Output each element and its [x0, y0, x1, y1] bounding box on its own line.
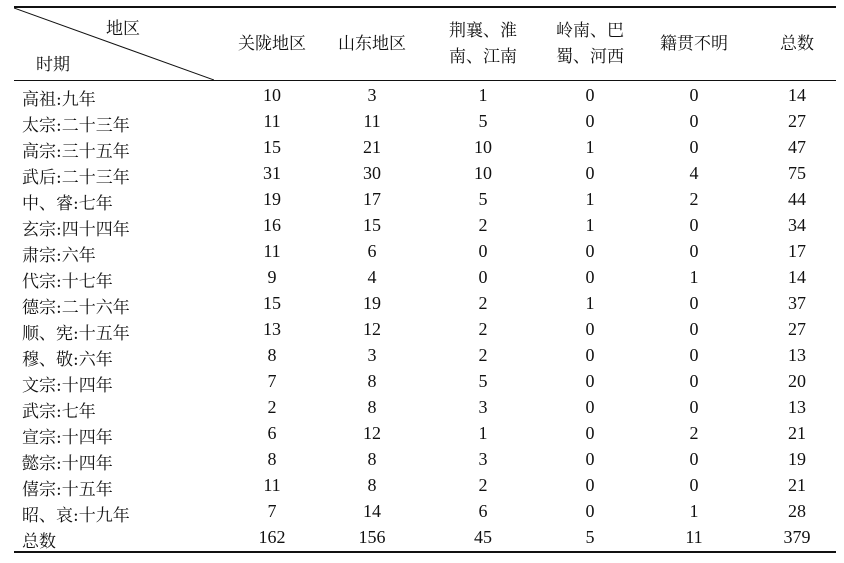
- value-cell: 31: [263, 163, 281, 183]
- value-cell: 11: [363, 111, 381, 131]
- table-row: [14, 135, 836, 161]
- table-row: [14, 473, 836, 499]
- value-cell: 379: [783, 527, 811, 547]
- value-cell: 1: [478, 423, 488, 443]
- column-header-3: [535, 8, 645, 80]
- value-cell: 45: [474, 527, 492, 547]
- value-cell: 5: [478, 371, 488, 391]
- value-cell: 30: [363, 163, 381, 183]
- value-cell: 0: [585, 85, 595, 105]
- value-cell: 1: [585, 293, 595, 313]
- column-header-line: 岭南、巴: [556, 21, 624, 41]
- value-cell: 3: [367, 345, 377, 365]
- period-cell: 武宗:七年: [22, 402, 96, 422]
- column-header-line: 山东地区: [338, 34, 406, 54]
- table-row: [14, 265, 836, 291]
- column-header-line: 南、江南: [449, 47, 517, 67]
- table-row: [14, 447, 836, 473]
- value-cell: 8: [367, 449, 377, 469]
- period-cell: 顺、宪:十五年: [22, 324, 130, 344]
- value-cell: 1: [689, 267, 699, 287]
- header-corner-cell: [14, 8, 214, 80]
- value-cell: 0: [585, 241, 595, 261]
- period-cell: 文宗:十四年: [22, 376, 113, 396]
- value-cell: 8: [267, 449, 277, 469]
- value-cell: 3: [367, 85, 377, 105]
- value-cell: 0: [689, 85, 699, 105]
- value-cell: 2: [478, 345, 488, 365]
- column-header-0: [217, 8, 327, 80]
- value-cell: 11: [263, 241, 281, 261]
- period-cell: 玄宗:四十四年: [22, 220, 130, 240]
- column-header-line: 蜀、河西: [556, 47, 624, 67]
- table-row: [14, 239, 836, 265]
- value-cell: 0: [585, 163, 595, 183]
- value-cell: 0: [689, 319, 699, 339]
- value-cell: 11: [263, 111, 281, 131]
- value-cell: 13: [788, 345, 806, 365]
- value-cell: 0: [689, 293, 699, 313]
- value-cell: 19: [788, 449, 806, 469]
- value-cell: 47: [788, 137, 806, 157]
- value-cell: 20: [788, 371, 806, 391]
- value-cell: 21: [363, 137, 381, 157]
- value-cell: 5: [478, 111, 488, 131]
- table-row: [14, 187, 836, 213]
- period-cell: 穆、敬:六年: [22, 350, 113, 370]
- value-cell: 0: [585, 397, 595, 417]
- value-cell: 0: [585, 423, 595, 443]
- value-cell: 1: [585, 215, 595, 235]
- column-header-1: [317, 8, 427, 80]
- period-cell: 高宗:三十五年: [22, 142, 130, 162]
- period-cell: 德宗:二十六年: [22, 298, 130, 318]
- table-row: [14, 83, 836, 109]
- value-cell: 2: [267, 397, 277, 417]
- value-cell: 13: [263, 319, 281, 339]
- value-cell: 0: [585, 371, 595, 391]
- value-cell: 21: [788, 423, 806, 443]
- value-cell: 12: [363, 319, 381, 339]
- value-cell: 10: [474, 163, 492, 183]
- value-cell: 17: [788, 241, 806, 261]
- value-cell: 6: [267, 423, 277, 443]
- value-cell: 0: [478, 241, 488, 261]
- value-cell: 0: [689, 371, 699, 391]
- value-cell: 12: [363, 423, 381, 443]
- value-cell: 0: [689, 241, 699, 261]
- column-header-line: 荆襄、淮: [449, 21, 517, 41]
- value-cell: 15: [263, 293, 281, 313]
- total-row: [14, 525, 836, 551]
- value-cell: 162: [258, 527, 286, 547]
- period-cell: 宣宗:十四年: [22, 428, 113, 448]
- value-cell: 10: [263, 85, 281, 105]
- value-cell: 2: [478, 319, 488, 339]
- table-row: [14, 395, 836, 421]
- value-cell: 5: [478, 189, 488, 209]
- value-cell: 10: [474, 137, 492, 157]
- value-cell: 0: [585, 267, 595, 287]
- column-header-line: 总数: [780, 34, 814, 54]
- value-cell: 3: [478, 449, 488, 469]
- period-cell: 肃宗:六年: [22, 246, 96, 266]
- value-cell: 0: [585, 319, 595, 339]
- value-cell: 13: [788, 397, 806, 417]
- value-cell: 0: [478, 267, 488, 287]
- table-row: [14, 421, 836, 447]
- table-row: [14, 369, 836, 395]
- column-header-4: [639, 8, 749, 80]
- value-cell: 8: [367, 371, 377, 391]
- region-axis-label: 地区: [106, 19, 140, 39]
- value-cell: 7: [267, 371, 277, 391]
- table-row: [14, 499, 836, 525]
- value-cell: 0: [689, 475, 699, 495]
- value-cell: 1: [585, 189, 595, 209]
- value-cell: 27: [788, 111, 806, 131]
- value-cell: 2: [478, 475, 488, 495]
- value-cell: 0: [689, 137, 699, 157]
- value-cell: 6: [367, 241, 377, 261]
- value-cell: 8: [267, 345, 277, 365]
- value-cell: 0: [689, 449, 699, 469]
- value-cell: 0: [585, 345, 595, 365]
- value-cell: 27: [788, 319, 806, 339]
- period-cell: 代宗:十七年: [22, 272, 113, 292]
- value-cell: 37: [788, 293, 806, 313]
- table-body: [14, 83, 836, 551]
- value-cell: 17: [363, 189, 381, 209]
- value-cell: 1: [689, 501, 699, 521]
- value-cell: 19: [263, 189, 281, 209]
- value-cell: 15: [263, 137, 281, 157]
- column-header-2: [428, 8, 538, 80]
- period-cell: 总数: [22, 532, 56, 552]
- value-cell: 34: [788, 215, 806, 235]
- value-cell: 6: [478, 501, 488, 521]
- period-cell: 高祖:九年: [22, 90, 96, 110]
- header-rule: [14, 80, 836, 81]
- value-cell: 0: [689, 397, 699, 417]
- value-cell: 4: [689, 163, 699, 183]
- value-cell: 44: [788, 189, 806, 209]
- value-cell: 156: [358, 527, 386, 547]
- value-cell: 14: [788, 267, 806, 287]
- column-header-5: [742, 8, 844, 80]
- value-cell: 1: [585, 137, 595, 157]
- period-cell: 昭、哀:十九年: [22, 506, 130, 526]
- table-row: [14, 213, 836, 239]
- table-row: [14, 291, 836, 317]
- table-row: [14, 317, 836, 343]
- table-row: [14, 161, 836, 187]
- value-cell: 75: [788, 163, 806, 183]
- value-cell: 3: [478, 397, 488, 417]
- value-cell: 5: [585, 527, 595, 547]
- value-cell: 11: [263, 475, 281, 495]
- period-cell: 中、睿:七年: [22, 194, 113, 214]
- value-cell: 4: [367, 267, 377, 287]
- value-cell: 15: [363, 215, 381, 235]
- period-cell: 太宗:二十三年: [22, 116, 130, 136]
- value-cell: 14: [363, 501, 381, 521]
- table-row: [14, 109, 836, 135]
- value-cell: 9: [267, 267, 277, 287]
- period-axis-label: 时期: [36, 55, 70, 75]
- table-header: [14, 8, 836, 80]
- value-cell: 0: [585, 111, 595, 131]
- column-header-line: 关陇地区: [238, 34, 306, 54]
- value-cell: 2: [478, 215, 488, 235]
- value-cell: 1: [478, 85, 488, 105]
- data-table: [14, 6, 836, 553]
- period-cell: 懿宗:十四年: [22, 454, 113, 474]
- value-cell: 14: [788, 85, 806, 105]
- table-row: [14, 343, 836, 369]
- value-cell: 16: [263, 215, 281, 235]
- value-cell: 21: [788, 475, 806, 495]
- period-cell: 武后:二十三年: [22, 168, 130, 188]
- value-cell: 2: [689, 189, 699, 209]
- value-cell: 0: [585, 475, 595, 495]
- value-cell: 0: [585, 449, 595, 469]
- value-cell: 2: [478, 293, 488, 313]
- column-header-line: 籍贯不明: [660, 34, 728, 54]
- value-cell: 0: [585, 501, 595, 521]
- value-cell: 8: [367, 397, 377, 417]
- value-cell: 19: [363, 293, 381, 313]
- value-cell: 8: [367, 475, 377, 495]
- value-cell: 7: [267, 501, 277, 521]
- value-cell: 2: [689, 423, 699, 443]
- value-cell: 0: [689, 215, 699, 235]
- value-cell: 0: [689, 111, 699, 131]
- value-cell: 0: [689, 345, 699, 365]
- value-cell: 11: [685, 527, 703, 547]
- period-cell: 僖宗:十五年: [22, 480, 113, 500]
- value-cell: 28: [788, 501, 806, 521]
- bottom-rule: [14, 551, 836, 553]
